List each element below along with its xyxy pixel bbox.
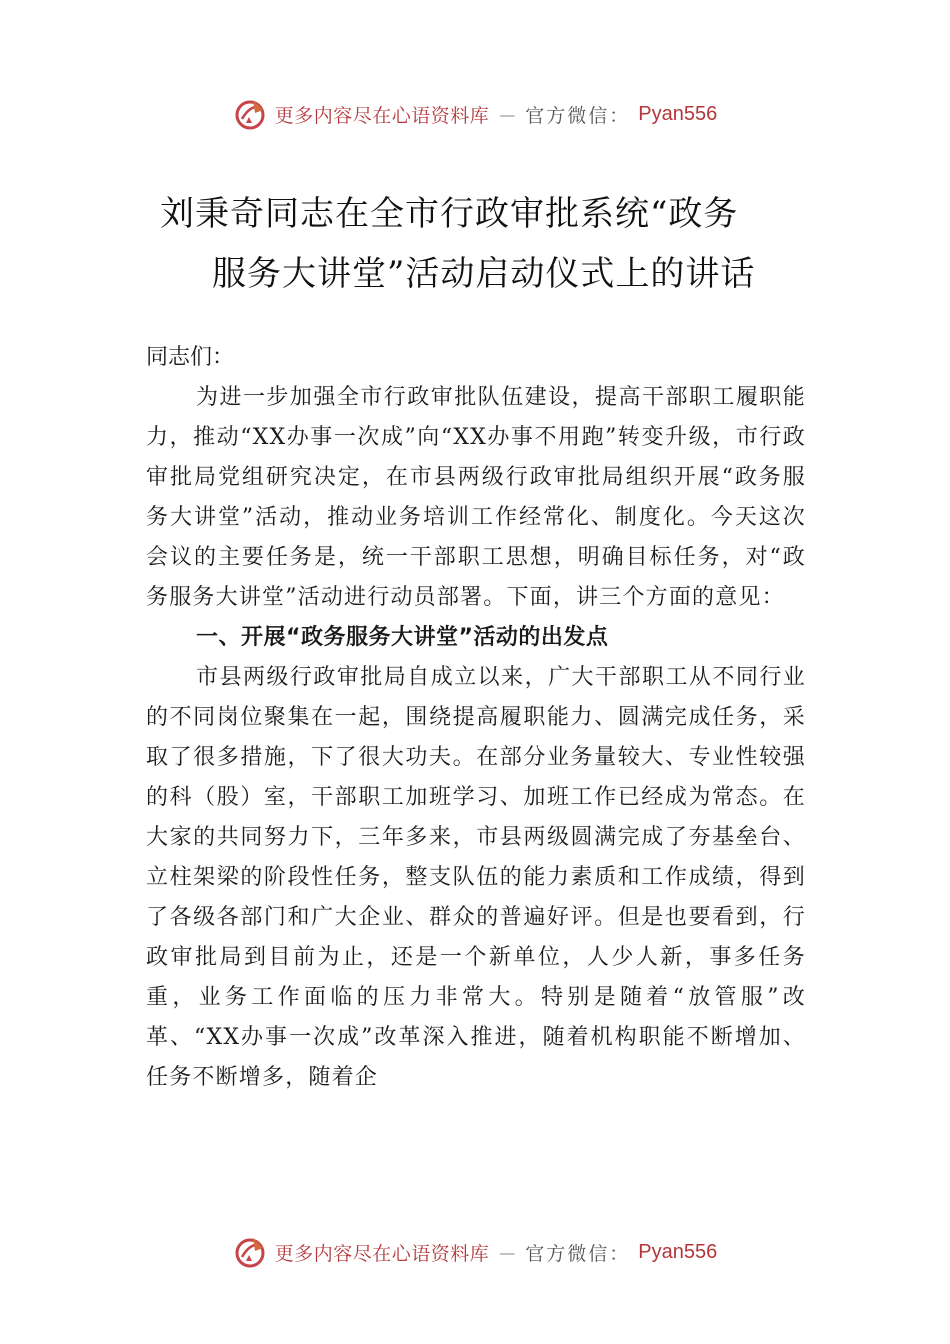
paragraph-section1: 市县两级行政审批局自成立以来，广大干部职工从不同行业的不同岗位聚集在一起，围绕提高履职能力、圆满完成任务，采取了很多措施，下了很大功夫。在部分业务量较大、专业性较强的科（股）室，干部职工加班学习、加班工作已经成为常态。在大家的共同努力下，三年多来，市县两级圆满完成了夯基垒台、立柱架梁的阶段性任务，整支队伍的能力素质和工作成绩，得到了各级各部门和广大企业、群众的普遍好评。但是也要看到，行政审批局到目前为止，还是一个新单位，人少人新，事多任务重，业务工作面临的压力非常大。特别是随着“放管服”改革、“XX办事一次成”改革深入推进，随着机构职能不断增加、任务不断增多，随着企 [146,665,806,1090]
document-title-line2: 服务大讲堂”活动启动仪式上的讲话 [212,254,756,294]
section-heading-1: 一、开展“政务服务大讲堂”活动的出发点 [196,625,609,650]
brand-logo-icon [233,97,267,131]
salutation: 同志们： [146,345,235,370]
watermark-header [0,94,950,134]
watermark-footer [0,1232,950,1272]
watermark-wechat-id: Pyan556 [638,102,718,125]
watermark-brand-text: 更多内容尽在心语资料库 [274,1242,490,1265]
watermark-separator: — [499,104,516,124]
watermark-wechat-id: Pyan556 [638,1240,718,1263]
watermark-separator: — [499,1242,516,1262]
watermark-official-label: 官方微信： [525,104,631,127]
watermark-official-label: 官方微信： [525,1242,631,1265]
watermark-brand-text: 更多内容尽在心语资料库 [274,104,490,127]
document-title-line1: 刘秉奇同志在全市行政审批系统“政务 [160,194,739,234]
paragraph-intro: 为进一步加强全市行政审批队伍建设，提高干部职工履职能力，推动“XX办事一次成”向“XX办事不用跑”转变升级，市行政审批局党组研究决定，在市县两级行政审批局组织开展“政务服务大讲堂”活动，推动业务培训工作经常化、制度化。今天这次会议的主要任务是，统一干部职工思想，明确目标任务，对“政务服务大讲堂”活动进行动员部署。下面，讲三个方面的意见： [146,385,806,610]
document-body [146,338,806,1098]
brand-logo-icon [233,1235,267,1269]
